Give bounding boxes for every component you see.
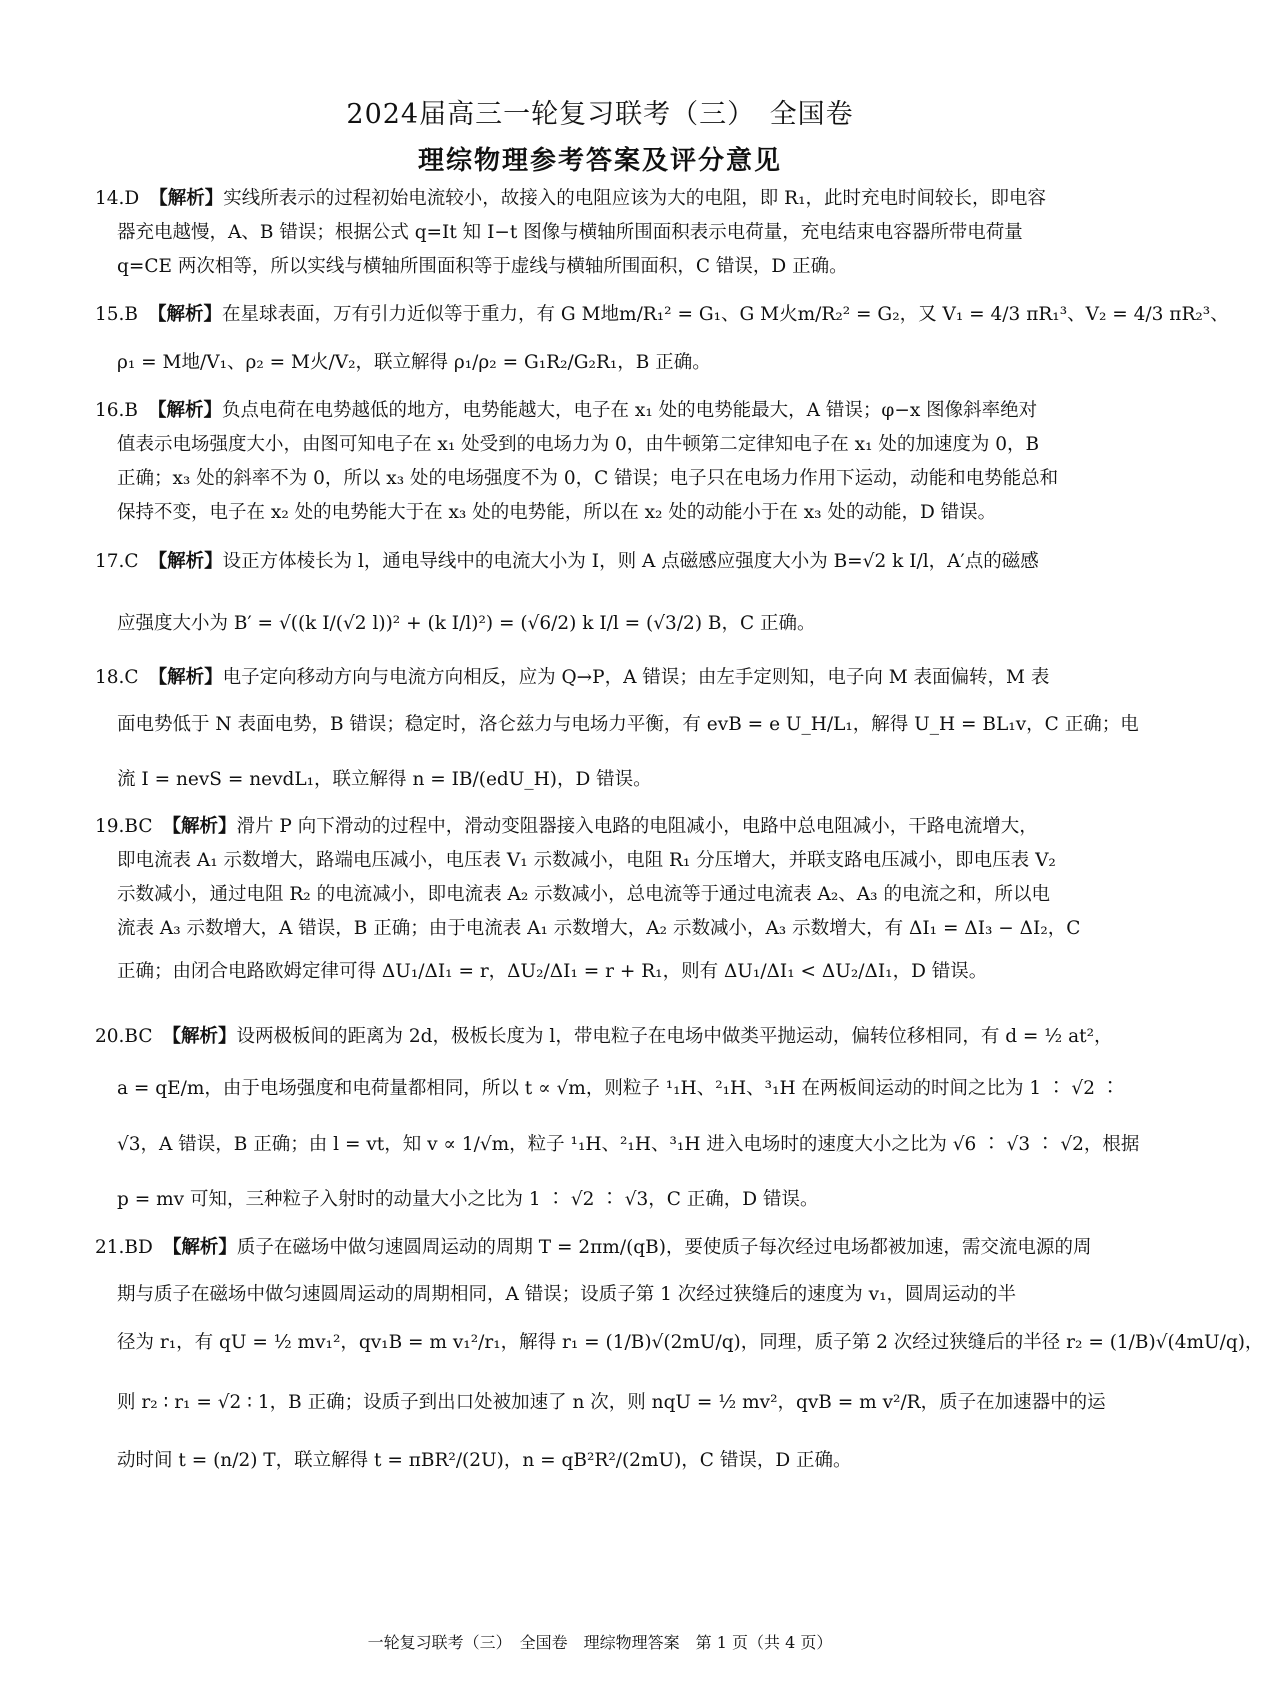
answer-18-line-3: 流 I = nevS = nevdL₁，联立解得 n = IB/(edU_H)，D 错误。 — [117, 769, 652, 790]
answer-15-line-2: ρ₁ = M地/V₁、ρ₂ = M火/V₂，联立解得 ρ₁/ρ₂ = G₁R₂/G₂R₁，B 正确。 — [117, 352, 711, 373]
answer-19-line-1 — [95, 812, 1093, 838]
answer-text: 电子定向移动方向与电流方向相反，应为 Q→P，A 错误；由左手定则知，电子向 M 表面偏转，M 表 — [222, 667, 1050, 688]
answer-18-line-2: 面电势低于 N 表面电势，B 错误；稳定时，洛仑兹力与电场力平衡，有 evB = e U_H/L₁，解得 U_H = BL₁v，C 正确；电 — [117, 714, 1139, 735]
analysis-tag: 【解析】 — [148, 667, 223, 688]
page-footer: 一轮复习联考（三） 全国卷 理综物理答案 第 1 页（共 4 页） — [367, 1633, 833, 1652]
analysis-tag: 【解析】 — [162, 816, 237, 837]
page-subtitle: 理综物理参考答案及评分意见 — [417, 146, 782, 176]
answer-text: 设正方体棱长为 l，通电导线中的电流大小为 I，则 A 点磁感应强度大小为 B=√2 k I/l，A′点的磁感 — [222, 551, 1039, 572]
answer-text: 滑片 P 向下滑动的过程中，滑动变阻器接入电路的电阻减小，电路中总电阻减小，干路电流增大， — [236, 816, 1038, 837]
answer-text: 负点电荷在电势越低的地方，电势能越大，电子在 x₁ 处的电势能最大，A 错误；φ−x 图像斜率绝对 — [222, 400, 1038, 421]
answer-19-line-4: 流表 A₃ 示数增大，A 错误，B 正确；由于电流表 A₁ 示数增大，A₂ 示数减小，A₃ 示数增大，有 ΔI₁ = ΔI₃ − ΔI₂，C — [117, 918, 1081, 939]
answer-number: 17.C — [95, 551, 139, 572]
answer-21-line-3: 径为 r₁，有 qU = ½ mv₁²，qv₁B = m v₁²/r₁，解得 r₁ = (1/B)√(2mU/q)，同理，质子第 2 次经过狭缝后的半径 r₂ = (1/B)√(4mU/q)， — [117, 1332, 1263, 1353]
answer-14-line-1 — [95, 184, 1093, 210]
answer-14-line-3: q=CE 两次相等，所以实线与横轴所围面积等于虚线与横轴所围面积，C 错误，D 正确。 — [117, 256, 848, 277]
answer-19-line-3: 示数减小，通过电阻 R₂ 的电流减小，即电流表 A₂ 示数减小，总电流等于通过电流表 A₂、A₃ 的电流之和，所以电 — [117, 884, 1050, 905]
answer-20-line-4: p = mv 可知，三种粒子入射时的动量大小之比为 1 ∶ √2 ∶ √3，C 正确，D 错误。 — [117, 1189, 819, 1210]
answer-20-line-2: a = qE/m，由于电场强度和电荷量都相同，所以 t ∝ √m，则粒子 ¹₁H、²₁H、³₁H 在两板间运动的时间之比为 1 ∶ √2 ∶ — [117, 1078, 1120, 1099]
analysis-tag: 【解析】 — [162, 1026, 237, 1047]
answer-16-line-1 — [95, 396, 1093, 422]
answer-number: 15.B — [95, 304, 139, 325]
answer-19-line-2: 即电流表 A₁ 示数增大，路端电压减小，电压表 V₁ 示数减小，电阻 R₁ 分压增大，并联支路电压减小，即电压表 V₂ — [117, 850, 1056, 871]
answer-text: 质子在磁场中做匀速圆周运动的周期 T = 2πm/(qB)，要使质子每次经过电场都被加速，需交流电源的周 — [236, 1237, 1092, 1258]
answer-text: 设两极板间的距离为 2d，极板长度为 l，带电粒子在电场中做类平抛运动，偏转位移相同，有 d = ½ at²， — [236, 1026, 1113, 1047]
answer-number: 21.BD — [95, 1237, 153, 1258]
answer-21-line-1 — [95, 1233, 1093, 1259]
analysis-tag: 【解析】 — [149, 188, 224, 209]
answer-number: 20.BC — [95, 1026, 153, 1047]
analysis-tag: 【解析】 — [148, 304, 223, 325]
answer-text: 实线所表示的过程初始电流较小，故接入的电阻应该为大的电阻，即 R₁，此时充电时间较长，即电容 — [223, 188, 1047, 209]
answer-16-line-3: 正确；x₃ 处的斜率不为 0，所以 x₃ 处的电场强度不为 0，C 错误；电子只在电场力作用下运动，动能和电势能总和 — [117, 468, 1059, 489]
answer-14-line-2: 器充电越慢，A、B 错误；根据公式 q=It 知 I−t 图像与横轴所围面积表示电荷量，充电结束电容器所带电荷量 — [117, 222, 1023, 243]
answer-20-line-1 — [95, 1022, 1113, 1048]
answer-number: 18.C — [95, 667, 139, 688]
analysis-tag: 【解析】 — [162, 1237, 237, 1258]
answer-17-line-2: 应强度大小为 B′ = √((k I/(√2 l))² + (k I/l)²) = (√6/2) k I/l = (√3/2) B，C 正确。 — [117, 613, 816, 634]
answer-text: 在星球表面，万有引力近似等于重力，有 G M地m/R₁² = G₁、G M火m/R₂² = G₂，又 V₁ = 4/3 πR₁³、V₂ = 4/3 πR₂³、 — [222, 304, 1229, 325]
analysis-tag: 【解析】 — [148, 551, 223, 572]
answer-20-line-3: √3，A 错误，B 正确；由 l = vt，知 v ∝ 1/√m，粒子 ¹₁H、²₁H、³₁H 进入电场时的速度大小之比为 √6 ∶ √3 ∶ √2，根据 — [117, 1134, 1140, 1155]
answer-16-line-4: 保持不变，电子在 x₂ 处的电势能大于在 x₃ 处的电势能，所以在 x₂ 处的动能小于在 x₃ 处的动能，D 错误。 — [117, 502, 997, 523]
answer-16-line-2: 值表示电场强度大小，由图可知电子在 x₁ 处受到的电场力为 0，由牛顿第二定律知电子在 x₁ 处的加速度为 0，B — [117, 434, 1040, 455]
answer-21-line-2: 期与质子在磁场中做匀速圆周运动的周期相同，A 错误；设质子第 1 次经过狭缝后的速度为 v₁，圆周运动的半 — [117, 1284, 1017, 1305]
answer-15-line-1 — [95, 300, 1229, 326]
page-title: 2024届高三一轮复习联考（三） 全国卷 — [346, 99, 854, 130]
answer-17-line-1 — [95, 547, 1093, 573]
answer-number: 16.B — [95, 400, 139, 421]
answer-19-line-5: 正确；由闭合电路欧姆定律可得 ΔU₁/ΔI₁ = r，ΔU₂/ΔI₁ = r + R₁，则有 ΔU₁/ΔI₁ < ΔU₂/ΔI₁，D 错误。 — [117, 961, 988, 982]
answer-21-line-5: 动时间 t = (n/2) T，联立解得 t = πBR²/(2U)，n = qB²R²/(2mU)，C 错误，D 正确。 — [117, 1450, 852, 1471]
analysis-tag: 【解析】 — [148, 400, 223, 421]
answer-number: 14.D — [95, 188, 140, 209]
answer-21-line-4: 则 r₂ ∶ r₁ = √2 ∶ 1，B 正确；设质子到出口处被加速了 n 次，则 nqU = ½ mv²，qvB = m v²/R，质子在加速器中的运 — [117, 1392, 1106, 1413]
answer-number: 19.BC — [95, 816, 153, 837]
answer-18-line-1 — [95, 663, 1093, 689]
